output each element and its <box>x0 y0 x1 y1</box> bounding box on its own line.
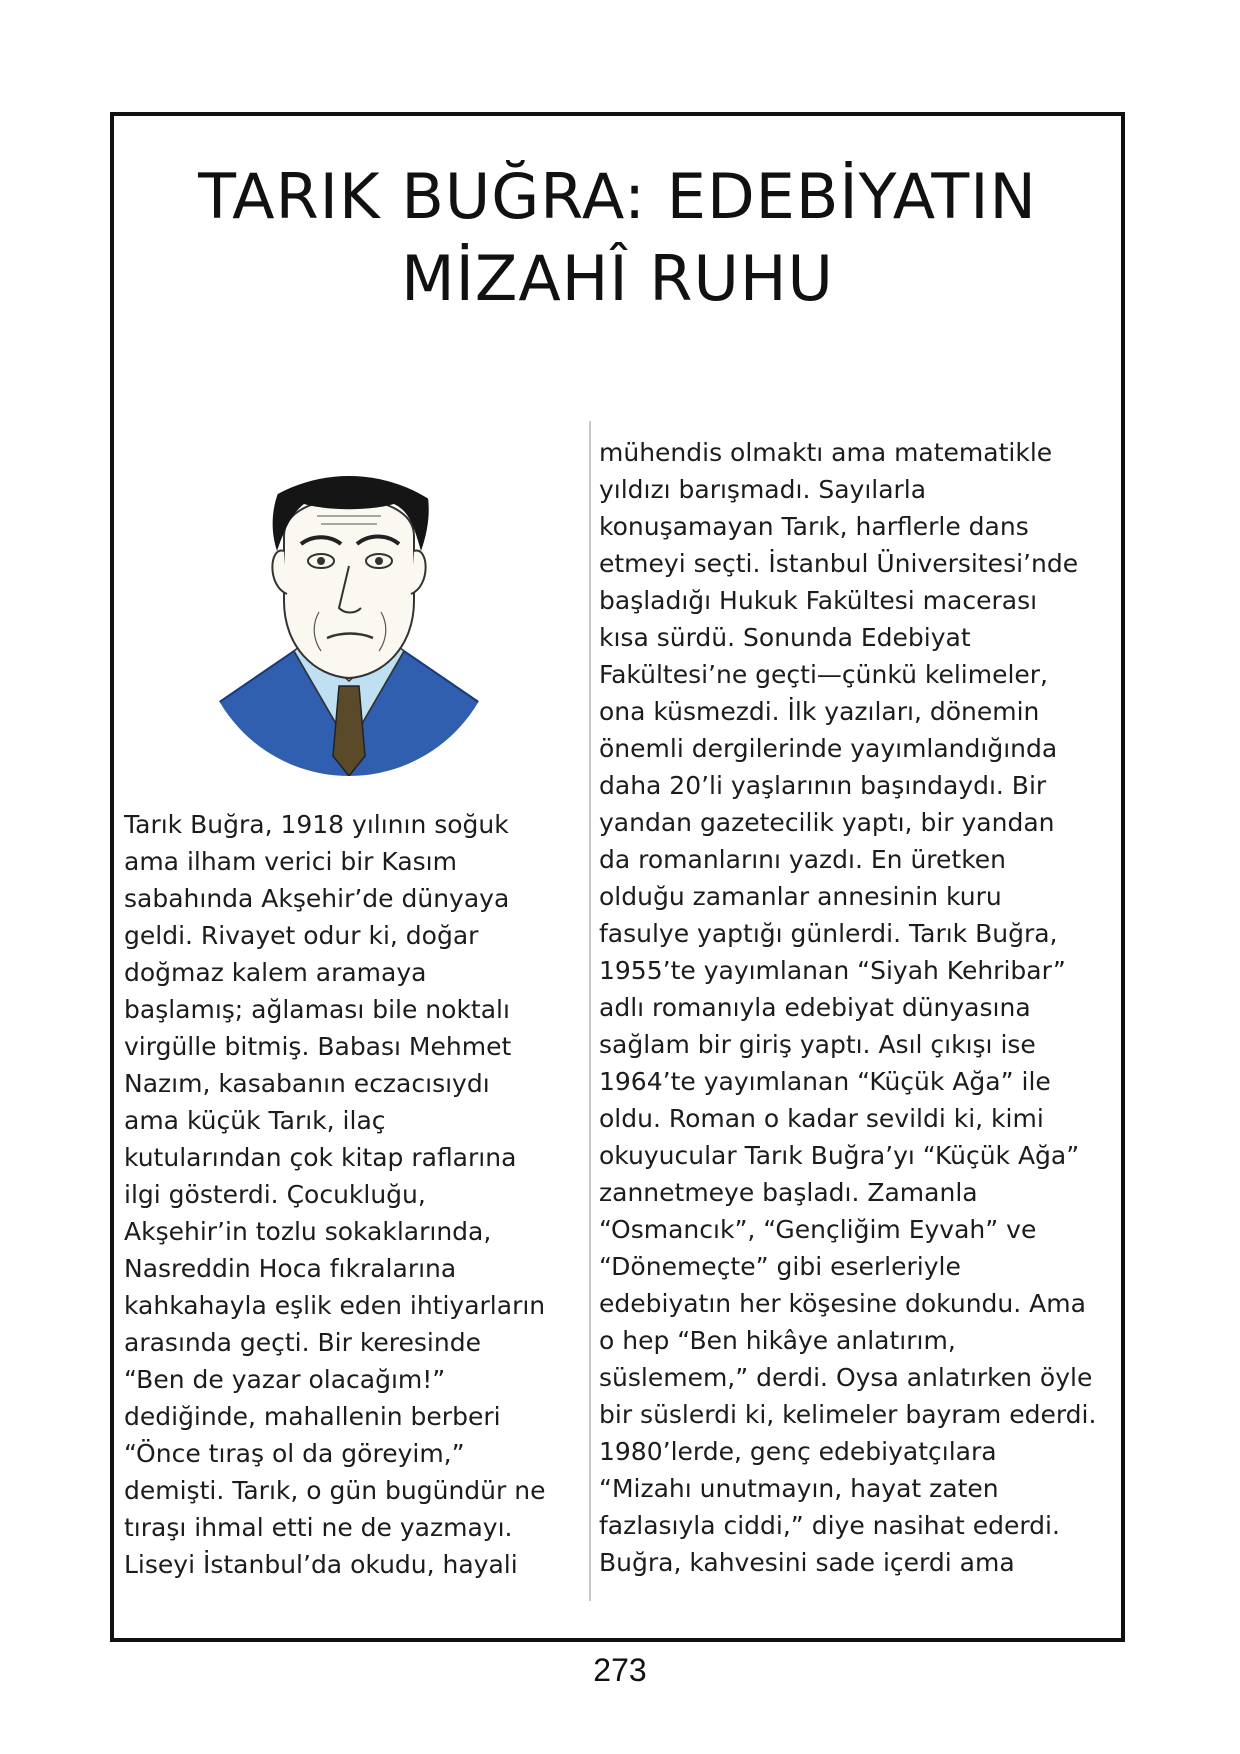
text-line: demişti. Tarık, o gün bugündür ne <box>124 1476 546 1505</box>
text-line: yıldızı barışmadı. Sayılarla <box>599 475 927 504</box>
text-line: “Ben de yazar olacağım!” <box>124 1365 446 1394</box>
text-line: yandan gazetecilik yaptı, bir yandan <box>599 808 1055 837</box>
text-line: Tarık Buğra, 1918 yılının soğuk <box>124 810 509 839</box>
text-line: başlamış; ağlaması bile noktalı <box>124 995 510 1024</box>
text-line: konuşamayan Tarık, harflerle dans <box>599 512 1029 541</box>
text-line: sağlam bir giriş yaptı. Asıl çıkışı ise <box>599 1030 1036 1059</box>
text-line: “Dönemeçte” gibi eserleriyle <box>599 1252 961 1281</box>
text-line: oldu. Roman o kadar sevildi ki, kimi <box>599 1104 1044 1133</box>
text-line: o hep “Ben hikâye anlatırım, <box>599 1326 956 1355</box>
text-line: zannetmeye başladı. Zamanla <box>599 1178 978 1207</box>
text-line: tıraşı ihmal etti ne de yazmayı. <box>124 1513 513 1542</box>
text-line: süslemem,” derdi. Oysa anlatırken öyle <box>599 1363 1093 1392</box>
left-column-text <box>124 806 574 1583</box>
text-line: mühendis olmaktı ama matematikle <box>599 438 1053 467</box>
text-line: geldi. Rivayet odur ki, doğar <box>124 921 479 950</box>
text-line: daha 20’li yaşlarının başındaydı. Bir <box>599 771 1047 800</box>
text-line: ama küçük Tarık, ilaç <box>124 1106 386 1135</box>
text-line: Buğra, kahvesini sade içerdi ama <box>599 1548 1015 1577</box>
page-title <box>114 156 1121 320</box>
page-number: 273 <box>593 1652 647 1688</box>
text-line: 1980’lerde, genç edebiyatçılara <box>599 1437 997 1466</box>
text-line: başladığı Hukuk Fakültesi macerası <box>599 586 1038 615</box>
text-line: Nasreddin Hoca fıkralarına <box>124 1254 457 1283</box>
column-divider <box>589 421 591 1601</box>
text-line: virgülle bitmiş. Babası Mehmet <box>124 1032 512 1061</box>
portrait-illustration <box>199 416 499 812</box>
text-line: “Önce tıraş ol da göreyim,” <box>124 1439 465 1468</box>
text-line: bir süslerdi ki, kelimeler bayram ederdi. <box>599 1400 1097 1429</box>
text-line: Nazım, kasabanın eczacısıydı <box>124 1069 490 1098</box>
text-line: dediğinde, mahallenin berberi <box>124 1402 501 1431</box>
text-line: olduğu zamanlar annesinin kuru <box>599 882 1002 911</box>
text-line: Fakültesi’ne geçti—çünkü kelimeler, <box>599 660 1048 689</box>
page-frame <box>110 112 1125 1642</box>
text-line: da romanlarını yazdı. En üretken <box>599 845 1007 874</box>
text-line: adlı romanıyla edebiyat dünyasına <box>599 993 1031 1022</box>
text-line: okuyucular Tarık Buğra’yı “Küçük Ağa” <box>599 1141 1080 1170</box>
text-line: etmeyi seçti. İstanbul Üniversitesi’nde <box>599 549 1079 578</box>
text-line: “Osmancık”, “Gençliğim Eyvah” ve <box>599 1215 1037 1244</box>
text-line: ona küsmezdi. İlk yazıları, dönemin <box>599 697 1040 726</box>
title-line-1: TARIK BUĞRA: EDEBİYATIN <box>198 160 1037 233</box>
text-line: 1955’te yayımlanan “Siyah Kehribar” <box>599 956 1066 985</box>
text-line: 1964’te yayımlanan “Küçük Ağa” ile <box>599 1067 1051 1096</box>
text-line: “Mizahı unutmayın, hayat zaten <box>599 1474 999 1503</box>
text-line: sabahında Akşehir’de dünyaya <box>124 884 510 913</box>
text-line: doğmaz kalem aramaya <box>124 958 427 987</box>
text-line: Liseyi İstanbul’da okudu, hayali <box>124 1550 518 1579</box>
text-line: ama ilham verici bir Kasım <box>124 847 457 876</box>
text-line: arasında geçti. Bir keresinde <box>124 1328 481 1357</box>
text-line: fasulye yaptığı günlerdi. Tarık Buğra, <box>599 919 1058 948</box>
text-line: önemli dergilerinde yayımlandığında <box>599 734 1058 763</box>
text-line: ilgi gösterdi. Çocukluğu, <box>124 1180 426 1209</box>
text-line: kısa sürdü. Sonunda Edebiyat <box>599 623 971 652</box>
text-line: fazlasıyla ciddi,” diye nasihat ederdi. <box>599 1511 1060 1540</box>
text-line: edebiyatın her köşesine dokundu. Ama <box>599 1289 1086 1318</box>
right-column-text <box>599 434 1119 1581</box>
text-line: Akşehir’in tozlu sokaklarında, <box>124 1217 492 1246</box>
text-line: kutularından çok kitap raflarına <box>124 1143 517 1172</box>
title-line-2: MİZAHÎ RUHU <box>401 242 834 315</box>
text-line: kahkahayla eşlik eden ihtiyarların <box>124 1291 546 1320</box>
